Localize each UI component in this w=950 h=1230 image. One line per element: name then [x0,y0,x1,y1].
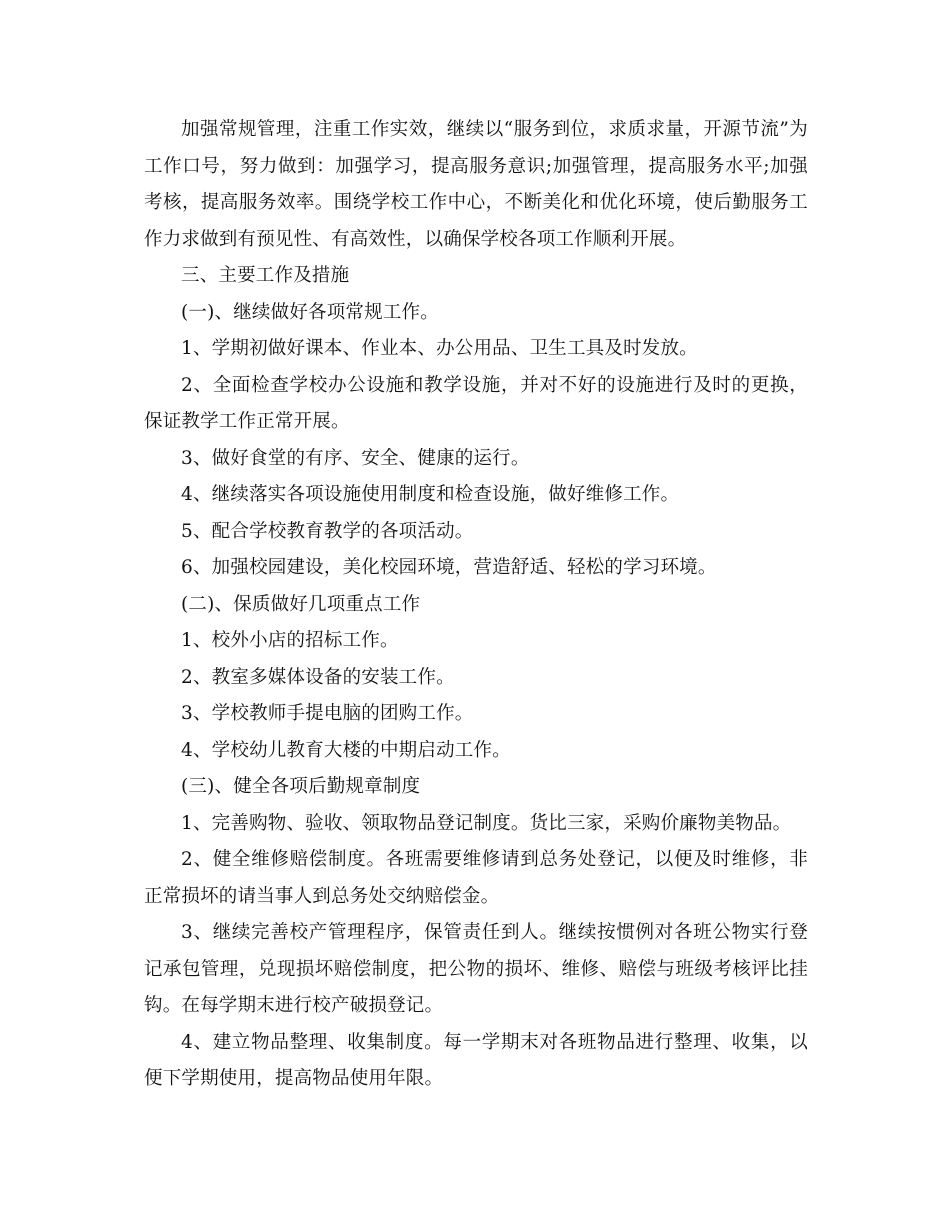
list-item: 4、建立物品整理、收集制度。每一学期末对各班物品进行整理、收集，以便下学期使用，提高物品使用年限。 [144,1031,808,1089]
intro-paragraph: 加强常规管理，注重工作实效，继续以“服务到位，求质求量，开源节流”为工作口号，努力做到：加强学习，提高服务意识;加强管理，提高服务水平;加强考核，提高服务效率。围绕学校工作中心，不断美化和优化环境，使后勤服务工作力求做到有预见性、有高效性，以确保学校各项工作顺利开展。 [144,119,808,250]
subsection-heading-routine-work: (一)、继续做好各项常规工作。 [181,301,439,323]
subsection-heading-rules: (三)、健全各项后勤规章制度 [181,776,421,797]
list-item: 1、学期初做好课本、作业本、办公用品、卫生工具及时发放。 [181,338,698,359]
subsection-heading-key-work: (二)、保质做好几项重点工作 [181,593,421,615]
document-body [144,112,808,1098]
section-heading-main-work: 三、主要工作及措施 [181,265,350,286]
list-item: 1、完善购物、验收、领取物品登记制度。货比三家，采购价廉物美物品。 [181,812,792,834]
list-item: 1、校外小店的招标工作。 [181,630,399,651]
list-item: 5、配合学校教育教学的各项活动。 [181,520,474,542]
list-item: 2、教室多媒体设备的安装工作。 [181,666,455,688]
list-item: 3、做好食堂的有序、安全、健康的运行。 [181,447,530,469]
list-item: 2、健全维修赔偿制度。各班需要维修请到总务处登记，以便及时维修，非正常损坏的请当事人到总务处交纳赔偿金。 [144,849,808,907]
list-item: 3、学校教师手提电脑的团购工作。 [181,703,474,724]
list-item: 2、全面检查学校办公设施和教学设施，并对不好的设施进行及时的更换，保证教学工作正常开展。 [144,374,808,432]
list-item: 4、继续落实各项设施使用制度和检查设施，做好维修工作。 [181,484,680,505]
list-item: 3、继续完善校产管理程序，保管责任到人。继续按惯例对各班公物实行登记承包管理，兑现损坏赔偿制度，把公物的损坏、维修、赔偿与班级考核评比挂钩。在每学期末进行校产破损登记。 [144,922,808,1016]
list-item: 4、学校幼儿教育大楼的中期启动工作。 [181,739,511,761]
list-item: 6、加强校园建设，美化校园环境，营造舒适、轻松的学习环境。 [181,557,717,578]
